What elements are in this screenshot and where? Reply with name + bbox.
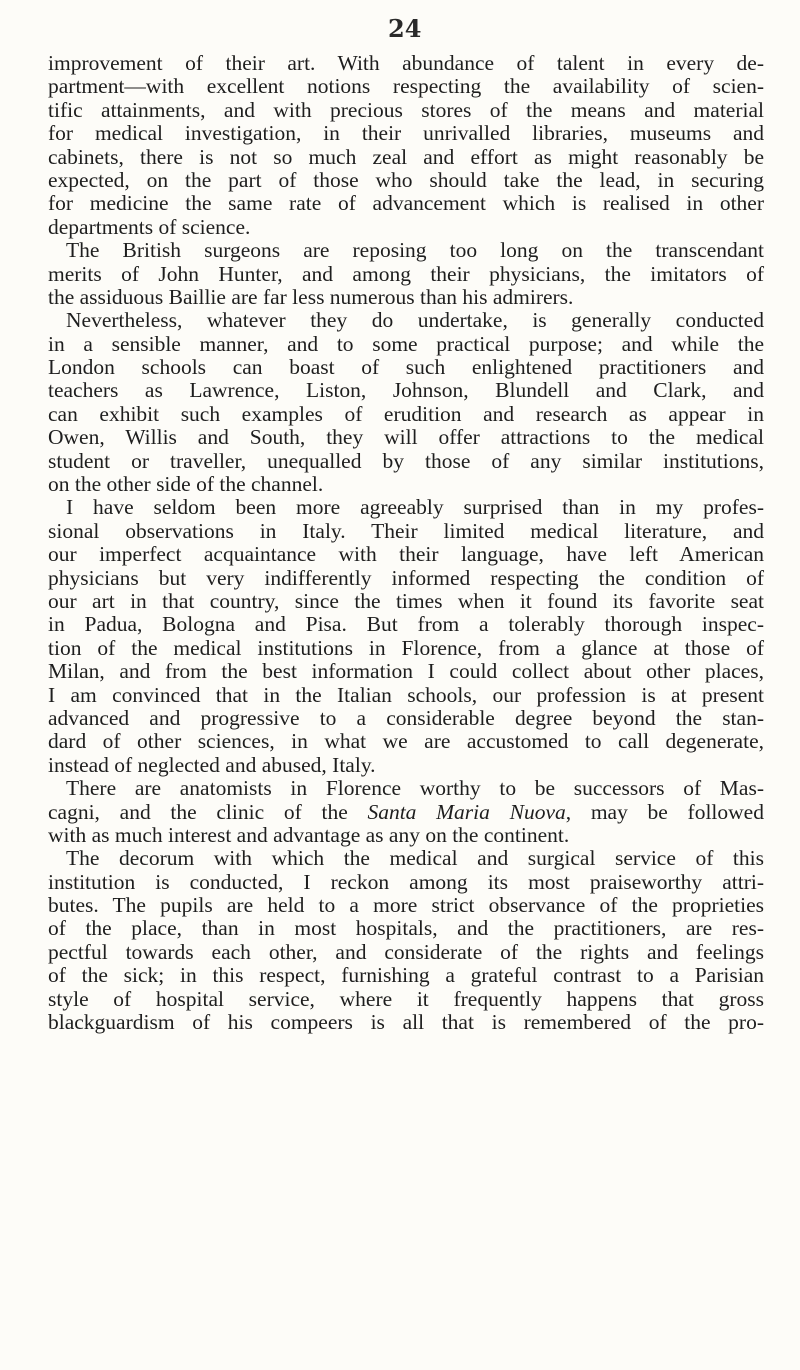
text-line: teachers as Lawrence, Liston, Johnson, Blundell and Clark, and: [48, 378, 764, 403]
text-line: for medicine the same rate of advancement which is realised in other: [48, 191, 764, 216]
text-line: partment—with excellent notions respecting the availability of scien-: [48, 74, 764, 99]
page-number: 24: [388, 14, 422, 43]
text-line: instead of neglected and abused, Italy.: [48, 752, 376, 777]
text-line: tion of the medical institutions in Florence, from a glance at those of: [48, 635, 764, 660]
text-line: departments of science.: [48, 214, 251, 239]
text-line: in a sensible manner, and to some practical purpose; and while the: [48, 331, 764, 356]
text-line: butes. The pupils are held to a more strict observance of the proprieties: [48, 893, 764, 918]
text-line: London schools can boast of such enlightened practitioners and: [48, 355, 764, 380]
body-text: [48, 52, 764, 1034]
text-line: tific attainments, and with precious stores of the means and material: [48, 97, 764, 122]
text-line: style of hospital service, where it frequently happens that gross: [48, 986, 764, 1011]
text-line: institution is conducted, I reckon among its most praiseworthy attri-: [48, 869, 764, 894]
text-line: with as much interest and advantage as any on the continent.: [48, 822, 570, 847]
text-line: of the sick; in this respect, furnishing a grateful contrast to a Parisian: [48, 963, 764, 988]
text-line: our art in that country, since the times when it found its favorite seat: [48, 588, 764, 613]
text-line: pectful towards each other, and considerate of the rights and feelings: [48, 939, 764, 964]
text-line: Owen, Willis and South, they will offer attractions to the medical: [48, 425, 764, 450]
text-line: student or traveller, unequalled by those of any similar institutions,: [48, 448, 764, 473]
text-line: our imperfect acquaintance with their language, have left American: [48, 542, 764, 567]
text-line: on the other side of the channel.: [48, 472, 324, 497]
text-line: The British surgeons are reposing too long on the transcendant: [66, 238, 764, 263]
text-line: sional observations in Italy. Their limited medical literature, and: [48, 518, 764, 543]
text-line: blackguardism of his compeers is all that is remembered of the pro-: [48, 1010, 764, 1035]
text-line: cagni, and the clinic of the Santa Maria Nuova, may be followed: [48, 799, 764, 824]
text-line: merits of John Hunter, and among their physicians, the imitators of: [48, 261, 764, 286]
text-line: physicians but very indifferently informed respecting the condition of: [48, 565, 764, 590]
text-line: I am convinced that in the Italian schools, our profession is at present: [48, 682, 764, 707]
text-line: There are anatomists in Florence worthy to be successors of Mas-: [66, 776, 764, 801]
text-line: improvement of their art. With abundance of talent in every de-: [48, 51, 764, 75]
text-line: Nevertheless, whatever they do undertake, is generally conducted: [66, 308, 764, 333]
text-line: expected, on the part of those who should take the lead, in securing: [48, 167, 764, 192]
text-line: dard of other sciences, in what we are accustomed to call degenerate,: [48, 729, 764, 754]
text-line: advanced and progressive to a considerable degree beyond the stan-: [48, 705, 764, 730]
text-line: in Padua, Bologna and Pisa. But from a tolerably thorough inspec-: [48, 612, 764, 637]
text-line: of the place, than in most hospitals, and the practitioners, are res-: [48, 916, 764, 941]
text-line: the assiduous Baillie are far less numerous than his admirers.: [48, 284, 574, 309]
text-line: I have seldom been more agreeably surprised than in my profes-: [66, 495, 764, 520]
text-line: The decorum with which the medical and surgical service of this: [66, 846, 764, 871]
hospital-name: Santa Maria Nuova: [367, 799, 566, 824]
text-line: cabinets, there is not so much zeal and effort as might reasonably be: [48, 144, 764, 169]
text-line: Milan, and from the best information I could collect about other places,: [48, 659, 764, 684]
text-line: can exhibit such examples of erudition and research as appear in: [48, 401, 764, 426]
text-line: for medical investigation, in their unrivalled libraries, museums and: [48, 121, 764, 146]
